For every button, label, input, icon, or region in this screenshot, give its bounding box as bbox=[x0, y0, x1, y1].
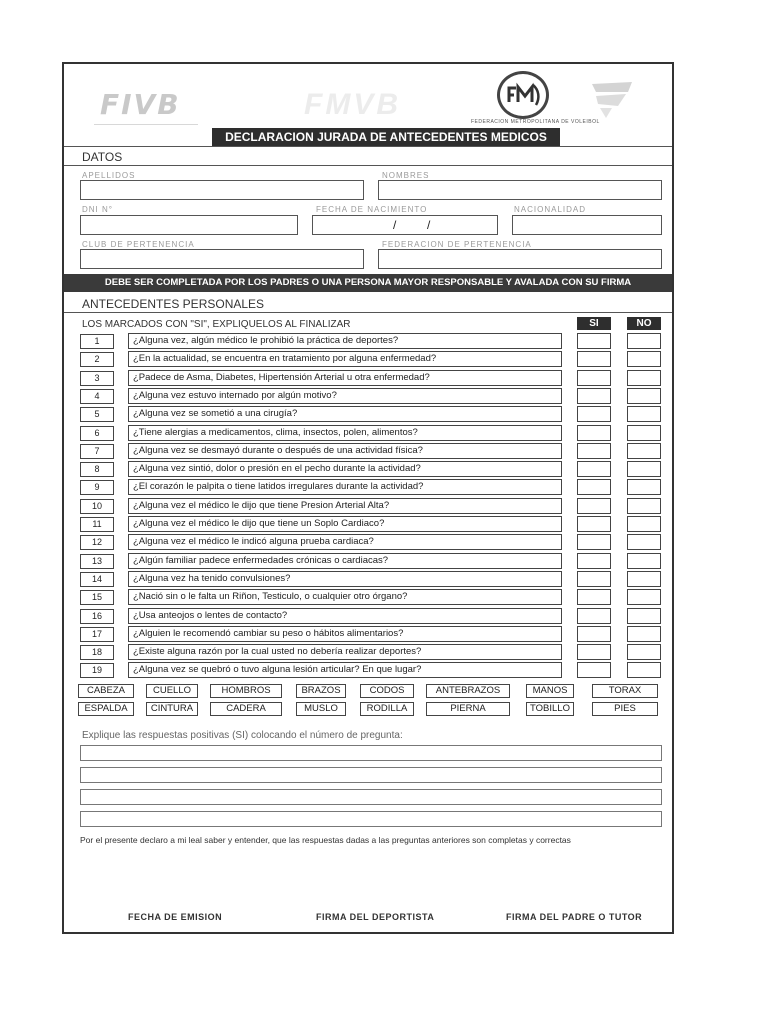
body-part-option[interactable]: MANOS bbox=[526, 684, 574, 698]
answer-no-box[interactable] bbox=[627, 370, 661, 386]
label-dni: DNI N° bbox=[82, 205, 113, 214]
dni-field[interactable] bbox=[80, 215, 298, 235]
responsibility-banner: DEBE SER COMPLETADA POR LOS PADRES O UNA PERSONA MAYOR RESPONSABLE Y AVALADA CON SU FIRMA bbox=[64, 274, 672, 292]
answer-no-box[interactable] bbox=[627, 498, 661, 514]
divider bbox=[64, 146, 672, 147]
question-number: 15 bbox=[80, 590, 114, 605]
question-number: 12 bbox=[80, 535, 114, 550]
answer-no-box[interactable] bbox=[627, 425, 661, 441]
body-part-option[interactable]: BRAZOS bbox=[296, 684, 346, 698]
label-club: CLUB DE PERTENENCIA bbox=[82, 240, 195, 249]
answer-si-box[interactable] bbox=[577, 589, 611, 605]
signature-fecha-emision: FECHA DE EMISION bbox=[128, 912, 223, 922]
question-number: 3 bbox=[80, 371, 114, 386]
question-text: ¿Alguna vez el médico le dijo que tiene Presion Arterial Alta? bbox=[128, 498, 562, 514]
nombres-field[interactable] bbox=[378, 180, 662, 200]
question-text: ¿Usa anteojos o lentes de contacto? bbox=[128, 608, 562, 624]
question-text: ¿Algún familiar padece enfermedades crónicas o cardiacas? bbox=[128, 553, 562, 569]
question-text: ¿Padece de Asma, Diabetes, Hipertensión Arterial u otra enfermedad? bbox=[128, 370, 562, 386]
label-fecha-nacimiento: FECHA DE NACIMIENTO bbox=[316, 205, 428, 214]
question-number: 7 bbox=[80, 444, 114, 459]
section-title-datos: DATOS bbox=[82, 150, 123, 164]
answer-no-box[interactable] bbox=[627, 589, 661, 605]
answer-si-box[interactable] bbox=[577, 498, 611, 514]
answer-si-box[interactable] bbox=[577, 608, 611, 624]
fecha-nacimiento-field[interactable] bbox=[312, 215, 498, 235]
answer-no-box[interactable] bbox=[627, 626, 661, 642]
signature-deportista: FIRMA DEL DEPORTISTA bbox=[316, 912, 435, 922]
question-text: ¿Alguna vez se quebró o tuvo alguna lesión articular? En que lugar? bbox=[128, 662, 562, 678]
fivb-logo-underline bbox=[94, 124, 198, 125]
answer-no-box[interactable] bbox=[627, 571, 661, 587]
question-number: 2 bbox=[80, 352, 114, 367]
explanation-line-1[interactable] bbox=[80, 745, 662, 761]
federacion-field[interactable] bbox=[378, 249, 662, 269]
question-text: ¿En la actualidad, se encuentra en tratamiento por alguna enfermedad? bbox=[128, 351, 562, 367]
body-part-option[interactable]: TOBILLO bbox=[526, 702, 574, 716]
body-part-option[interactable]: TORAX bbox=[592, 684, 658, 698]
question-text: ¿Alguna vez el médico le dijo que tiene un Soplo Cardiaco? bbox=[128, 516, 562, 532]
question-number: 4 bbox=[80, 389, 114, 404]
answer-no-box[interactable] bbox=[627, 388, 661, 404]
answer-no-box[interactable] bbox=[627, 534, 661, 550]
answer-si-box[interactable] bbox=[577, 553, 611, 569]
nacionalidad-field[interactable] bbox=[512, 215, 662, 235]
answer-no-box[interactable] bbox=[627, 333, 661, 349]
explanation-line-3[interactable] bbox=[80, 789, 662, 805]
label-nombres: NOMBRES bbox=[382, 171, 430, 180]
instruction-text: LOS MARCADOS CON "SI", EXPLIQUELOS AL FINALIZAR bbox=[82, 319, 351, 330]
question-text: ¿Alguna vez, algún médico le prohibió la práctica de deportes? bbox=[128, 333, 562, 349]
label-federacion: FEDERACION DE PERTENENCIA bbox=[382, 240, 532, 249]
label-apellidos: APELLIDOS bbox=[82, 171, 136, 180]
explain-instruction: Explique las respuestas positivas (SI) colocando el número de pregunta: bbox=[82, 730, 403, 741]
question-number: 16 bbox=[80, 609, 114, 624]
answer-no-box[interactable] bbox=[627, 662, 661, 678]
answer-si-box[interactable] bbox=[577, 443, 611, 459]
answer-no-box[interactable] bbox=[627, 461, 661, 477]
question-text: ¿Alguna vez estuvo internado por algún motivo? bbox=[128, 388, 562, 404]
answer-si-box[interactable] bbox=[577, 662, 611, 678]
divider bbox=[64, 165, 672, 166]
watermark-logo: FMVB bbox=[304, 88, 401, 121]
answer-no-box[interactable] bbox=[627, 553, 661, 569]
question-text: ¿Alguna vez el médico le indicó alguna prueba cardiaca? bbox=[128, 534, 562, 550]
answer-no-box[interactable] bbox=[627, 443, 661, 459]
date-separator: / bbox=[393, 218, 397, 232]
declaration-text: Por el presente declaro a mi leal saber y entender, que las respuestas dadas a las preguntas anteriores son completas y correctas bbox=[80, 835, 571, 845]
question-text: ¿Alguna vez sintió, dolor o presión en el pecho durante la actividad? bbox=[128, 461, 562, 477]
question-number: 8 bbox=[80, 462, 114, 477]
question-text: ¿El corazón le palpita o tiene latidos irregulares durante la actividad? bbox=[128, 479, 562, 495]
body-part-option[interactable]: CUELLO bbox=[146, 684, 198, 698]
question-number: 17 bbox=[80, 627, 114, 642]
answer-no-box[interactable] bbox=[627, 351, 661, 367]
answer-si-box[interactable] bbox=[577, 425, 611, 441]
club-field[interactable] bbox=[80, 249, 364, 269]
body-part-option[interactable]: HOMBROS bbox=[210, 684, 282, 698]
answer-si-box[interactable] bbox=[577, 534, 611, 550]
question-number: 6 bbox=[80, 426, 114, 441]
question-text: ¿Tiene alergias a medicamentos, clima, insectos, polen, alimentos? bbox=[128, 425, 562, 441]
divider bbox=[64, 312, 672, 313]
answer-no-box[interactable] bbox=[627, 479, 661, 495]
answer-si-box[interactable] bbox=[577, 571, 611, 587]
federation-emblem-icon bbox=[497, 71, 549, 119]
body-part-option[interactable]: PIES bbox=[592, 702, 658, 716]
question-number: 5 bbox=[80, 407, 114, 422]
answer-no-box[interactable] bbox=[627, 644, 661, 660]
question-text: ¿Existe alguna razón por la cual usted no debería realizar deportes? bbox=[128, 644, 562, 660]
sports-logo-icon bbox=[588, 78, 636, 122]
medical-declaration-form bbox=[62, 62, 674, 934]
question-number: 10 bbox=[80, 499, 114, 514]
question-number: 9 bbox=[80, 480, 114, 495]
body-part-option[interactable]: CABEZA bbox=[78, 684, 134, 698]
question-number: 18 bbox=[80, 645, 114, 660]
body-part-option[interactable]: RODILLA bbox=[360, 702, 414, 716]
body-part-option[interactable]: ANTEBRAZOS bbox=[426, 684, 510, 698]
body-part-option[interactable]: ESPALDA bbox=[78, 702, 134, 716]
date-separator: / bbox=[427, 218, 431, 232]
apellidos-field[interactable] bbox=[80, 180, 364, 200]
question-text: ¿Alguien le recomendó cambiar su peso o hábitos alimentarios? bbox=[128, 626, 562, 642]
answer-si-box[interactable] bbox=[577, 351, 611, 367]
body-part-option[interactable]: PIERNA bbox=[426, 702, 510, 716]
answer-si-box[interactable] bbox=[577, 370, 611, 386]
answer-si-box[interactable] bbox=[577, 516, 611, 532]
question-number: 19 bbox=[80, 663, 114, 678]
answer-si-box[interactable] bbox=[577, 626, 611, 642]
body-part-option[interactable]: CODOS bbox=[360, 684, 414, 698]
answer-si-box[interactable] bbox=[577, 479, 611, 495]
body-part-option[interactable]: MUSLO bbox=[296, 702, 346, 716]
question-number: 1 bbox=[80, 334, 114, 349]
answer-si-box[interactable] bbox=[577, 406, 611, 422]
body-part-option[interactable]: CADERA bbox=[210, 702, 282, 716]
question-number: 14 bbox=[80, 572, 114, 587]
question-text: ¿Nació sin o le falta un Riñon, Testiculo, o cualquier otro órgano? bbox=[128, 589, 562, 605]
explanation-line-4[interactable] bbox=[80, 811, 662, 827]
explanation-line-2[interactable] bbox=[80, 767, 662, 783]
answer-no-box[interactable] bbox=[627, 406, 661, 422]
signature-padre-tutor: FIRMA DEL PADRE O TUTOR bbox=[506, 912, 643, 922]
answer-no-box[interactable] bbox=[627, 516, 661, 532]
emblem-caption: FEDERACION METROPOLITANA DE VOLEIBOL bbox=[471, 119, 600, 125]
column-header-si: SI bbox=[577, 317, 611, 330]
question-text: ¿Alguna vez se sometió a una cirugía? bbox=[128, 406, 562, 422]
answer-si-box[interactable] bbox=[577, 333, 611, 349]
section-title-antecedentes: ANTECEDENTES PERSONALES bbox=[82, 297, 265, 311]
question-text: ¿Alguna vez se desmayó durante o después de una actividad física? bbox=[128, 443, 562, 459]
question-number: 11 bbox=[80, 517, 114, 532]
label-nacionalidad: NACIONALIDAD bbox=[514, 205, 587, 214]
body-part-option[interactable]: CINTURA bbox=[146, 702, 198, 716]
question-text: ¿Alguna vez ha tenido convulsiones? bbox=[128, 571, 562, 587]
answer-si-box[interactable] bbox=[577, 388, 611, 404]
fivb-logo: FIVB bbox=[100, 88, 181, 121]
answer-no-box[interactable] bbox=[627, 608, 661, 624]
question-number: 13 bbox=[80, 554, 114, 569]
column-header-no: NO bbox=[627, 317, 661, 330]
answer-si-box[interactable] bbox=[577, 644, 611, 660]
form-title: DECLARACION JURADA DE ANTECEDENTES MEDICOS bbox=[212, 128, 560, 146]
answer-si-box[interactable] bbox=[577, 461, 611, 477]
